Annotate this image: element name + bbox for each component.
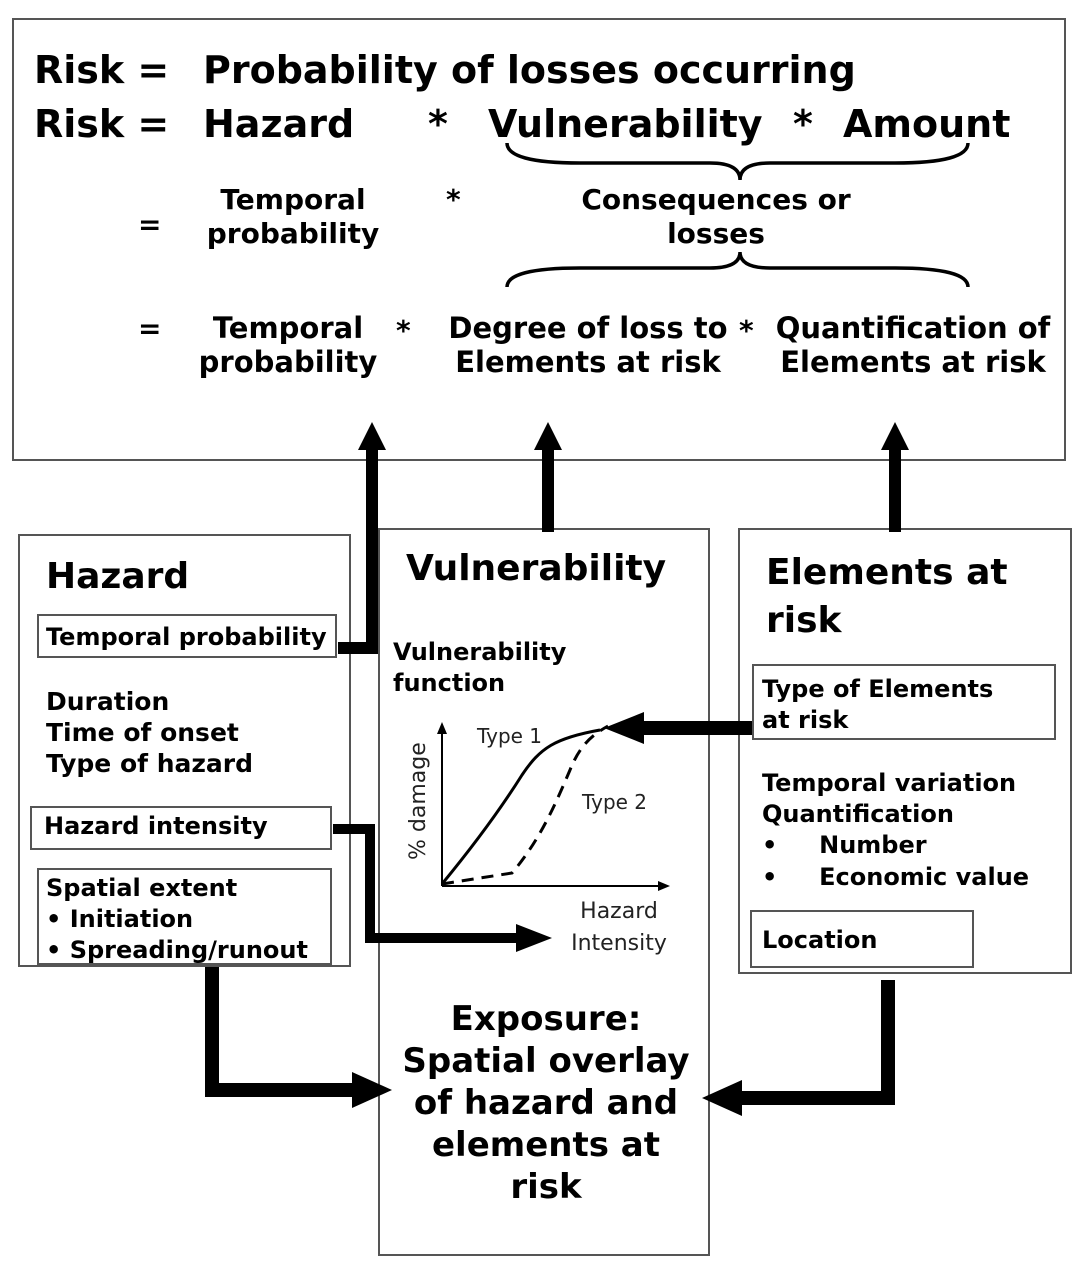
arrow-elements-up — [881, 422, 909, 532]
quantification-term: Quantification of Elements at risk — [775, 311, 1051, 379]
vulnerability-term: Vulnerability — [488, 102, 763, 146]
brace-consequences — [507, 252, 968, 287]
elements-item-number: • Number — [762, 831, 927, 859]
temporal-probability-term-2: Temporal probability — [198, 311, 378, 379]
chart-type1-label: Type 1 — [477, 724, 543, 748]
hazard-intensity-label: Hazard intensity — [44, 812, 268, 840]
arrow-temporal-probability-up — [338, 422, 386, 648]
brace-vulnerability-amount — [507, 143, 968, 180]
chart-xlabel: Hazard Intensity — [571, 899, 667, 956]
equals-op-1: = — [138, 208, 162, 241]
temporal-variation-label: Temporal variation — [762, 769, 1017, 797]
chart-ylabel: % damage — [406, 742, 431, 860]
vulnerability-function-label: Vulnerability function — [393, 638, 567, 697]
consequences-term: Consequences or losses — [581, 183, 851, 250]
elements-item-economic-value: • Economic value — [762, 863, 1030, 891]
risk-definition: Probability of losses occurring — [203, 48, 856, 92]
hazard-title: Hazard — [46, 556, 190, 597]
temporal-probability-label: Temporal probability — [46, 623, 327, 651]
arrow-vulnerability-up — [534, 422, 562, 532]
amount-term: Amount — [843, 102, 1011, 146]
multiply-op-5: * — [739, 314, 754, 347]
vulnerability-title: Vulnerability — [406, 548, 667, 589]
chart-type2-label: Type 2 — [582, 790, 648, 814]
quantification-label: Quantification — [762, 800, 954, 828]
type-of-elements-label: Type of Elements at risk — [762, 675, 994, 734]
location-label: Location — [762, 926, 878, 954]
exposure-text: Exposure: Spatial overlay of hazard and elements at risk — [402, 999, 690, 1207]
arrow-hazard-to-exposure — [212, 967, 392, 1108]
arrow-elements-to-chart — [604, 712, 752, 744]
hazard-attr-type: Type of hazard — [46, 749, 254, 778]
elements-title: Elements at risk — [766, 552, 1008, 641]
multiply-op-3: * — [446, 183, 461, 216]
degree-of-loss-term: Degree of loss to Elements at risk — [448, 311, 728, 379]
multiply-op-4: * — [396, 314, 411, 347]
temporal-probability-term-1: Temporal probability — [206, 183, 380, 250]
hazard-attr-duration: Duration — [46, 687, 170, 716]
vulnerability-chart — [437, 722, 670, 891]
hazard-term: Hazard — [203, 102, 355, 146]
hazard-attr-time-of-onset: Time of onset — [46, 718, 239, 747]
risk-lhs-1: Risk = — [34, 48, 170, 92]
spatial-extent-title: Spatial extent — [46, 874, 238, 902]
risk-lhs-2: Risk = — [34, 102, 170, 146]
multiply-op-2: * — [793, 102, 813, 146]
equals-op-2: = — [138, 312, 162, 345]
multiply-op-1: * — [428, 102, 448, 146]
chart-series-type2 — [442, 726, 608, 884]
arrow-elements-to-exposure — [702, 980, 888, 1116]
spatial-extent-item-initiation: • Initiation — [46, 905, 194, 933]
spatial-extent-item-spreading: • Spreading/runout — [46, 936, 308, 964]
